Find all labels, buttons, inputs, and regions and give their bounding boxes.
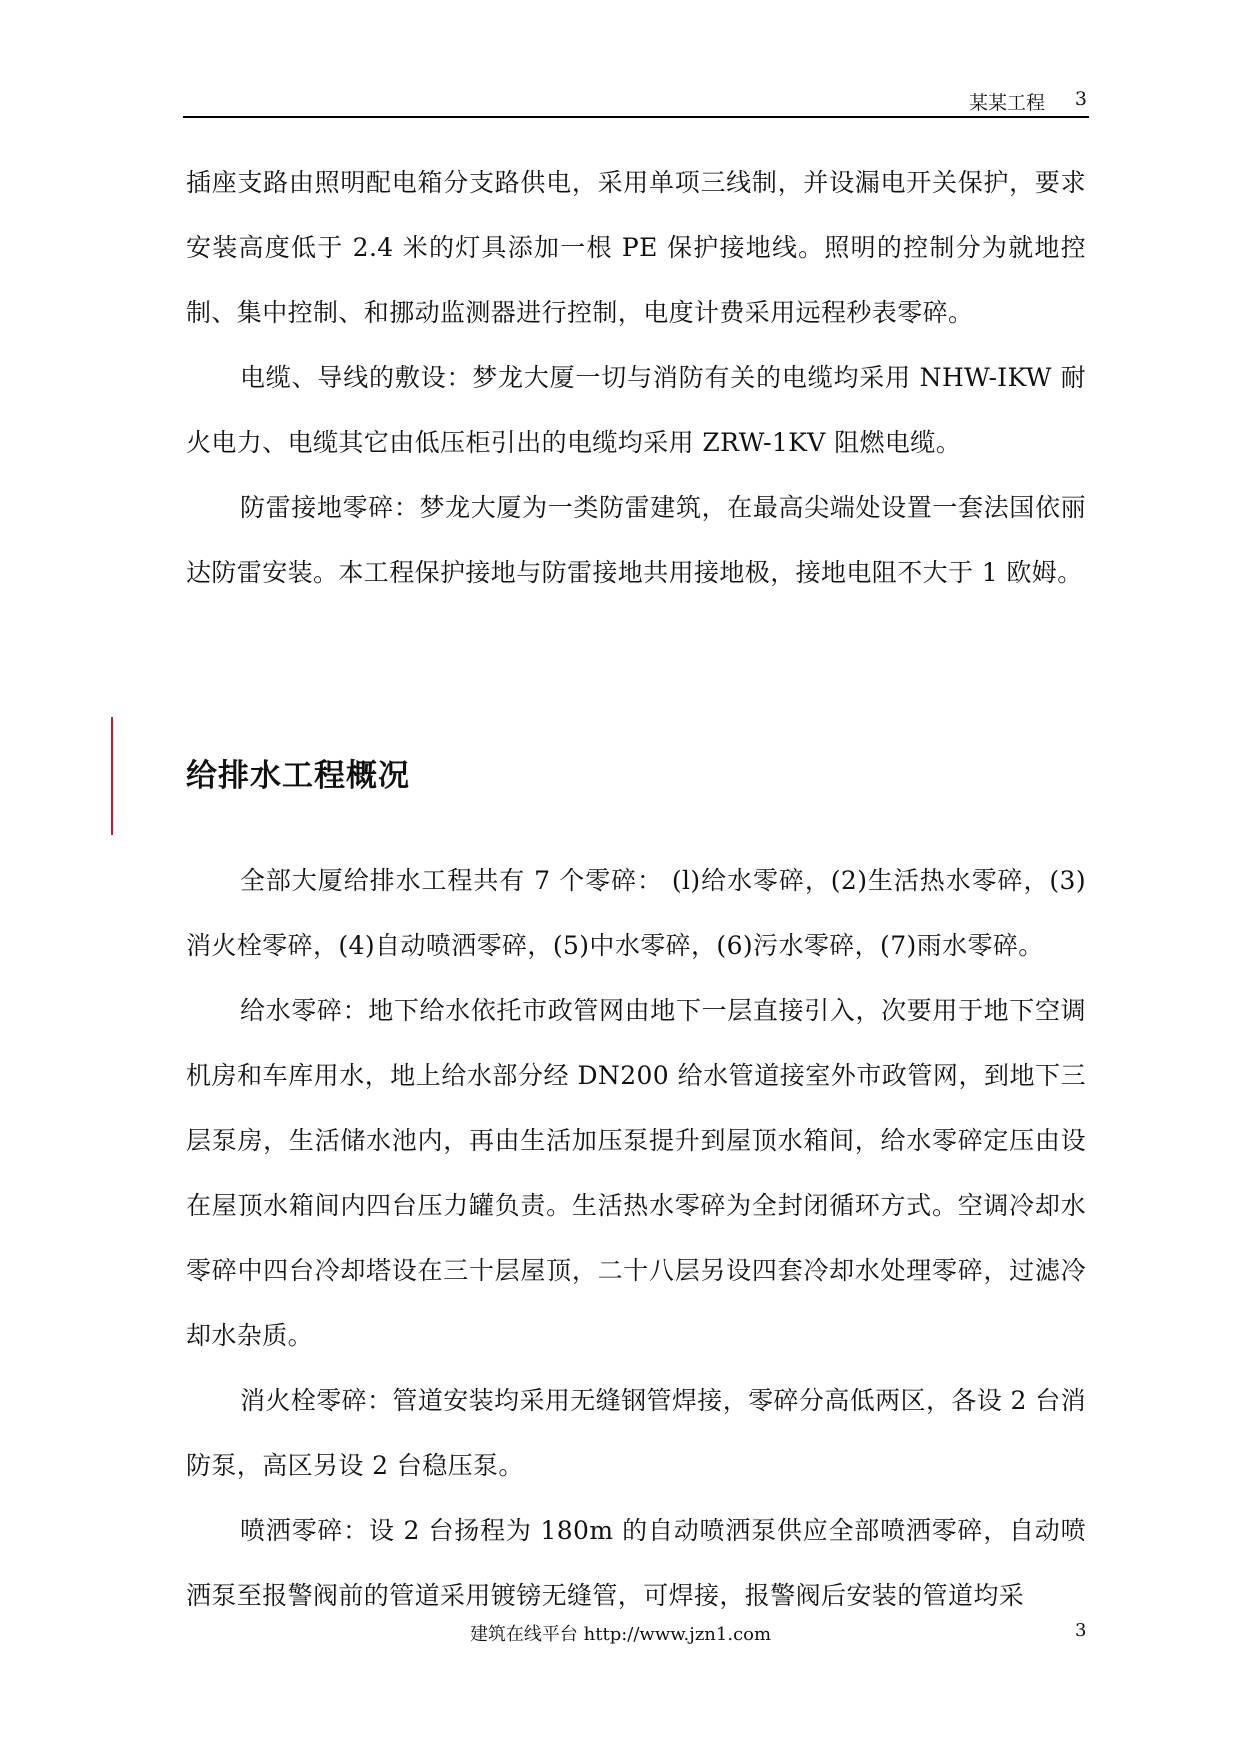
paragraph-fire-hydrant: 消火栓零碎：管道安装均采用无缝钢管焊接，零碎分高低两区，各设 2 台消防泵，高区另设 2 台稳压泵。 [186, 1386, 1086, 1480]
paragraph-water-supply: 给水零碎：地下给水依托市政管网由地下一层直接引入，次要用于地下空调机房和车库用水，地上给水部分经 DN200 给水管道接室外市政管网，到地下三层泵房，生活储水池内，再由生活加压泵提升到屋顶水箱间，给水零碎定压由设在屋顶水箱间内四台压力罐负责。生活热水零碎为全封闭循环方式。空调冷却水零碎中四台冷却塔设在三十层屋顶，二十八层另设四套冷却水处理零碎，过滤冷却水杂质。 [186, 996, 1086, 1350]
section-marker [111, 717, 113, 835]
paragraph-lighting-sockets: 插座支路由照明配电箱分支路供电，采用单项三线制，并设漏电开关保护，要求安装高度低于 2.4 米的灯具添加一根 PE 保护接地线。照明的控制分为就地控制、集中控制、和挪动监测器进行控制，电度计费采用远程秒表零碎。 [186, 168, 1086, 327]
page-header [183, 84, 1089, 118]
paragraph-lightning-protection: 防雷接地零碎：梦龙大厦为一类防雷建筑，在最高尖端处设置一套法国依丽达防雷安装。本工程保护接地与防雷接地共用接地极，接地电阻不大于 1 欧姆。 [186, 493, 1086, 587]
paragraph-cable-laying: 电缆、导线的敷设：梦龙大厦一切与消防有关的电缆均采用 NHW-IKW 耐火电力、电缆其它由低压柜引出的电缆均采用 ZRW-1KV 阻燃电缆。 [186, 363, 1086, 457]
footer-page-number: 3 [1075, 1620, 1087, 1641]
header-page-number: 3 [1074, 88, 1087, 110]
footer-text: 建筑在线平台 http://www.jzn1.com [469, 1624, 772, 1645]
section-heading: 给排水工程概况 [186, 758, 410, 794]
paragraph-systems-overview: 全部大厦给排水工程共有 7 个零碎： (l)给水零碎，(2)生活热水零碎，(3)消火栓零碎，(4)自动喷洒零碎，(5)中水零碎，(6)污水零碎，(7)雨水零碎。 [186, 866, 1086, 960]
header-title: 某某工程 [968, 92, 1045, 114]
paragraph-sprinkler: 喷洒零碎：设 2 台扬程为 180m 的自动喷洒泵供应全部喷洒零碎，自动喷洒泵至报警阀前的管道采用镀镑无缝管，可焊接，报警阀后安装的管道均采 [186, 1516, 1086, 1610]
